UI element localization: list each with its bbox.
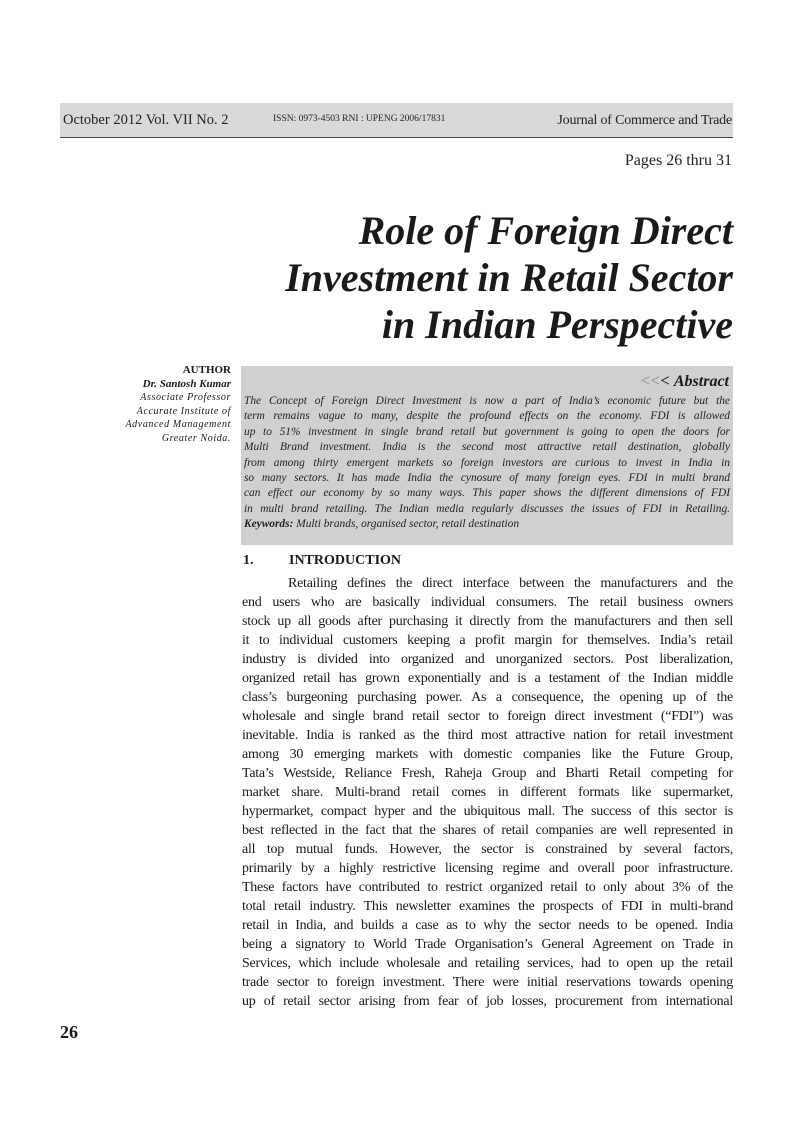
author-name: Dr. Santosh Kumar (142, 377, 231, 390)
body-line: These factors have contributed to restrict organized retail to only about 3% of the (242, 880, 733, 895)
abstract-line: can effect our economy by so many ways. This paper shows the different dimensions of FDI (244, 487, 730, 500)
body-line: all top mutual funds. However, the sector is constrained by several factors, (242, 842, 733, 857)
body-line: class’s burgeoning purchasing power. As a consequence, the opening up of the (242, 690, 733, 705)
section-number: 1. (243, 553, 254, 568)
author-affiliation-line: Associate Professor (140, 392, 231, 403)
author-block (96, 364, 231, 445)
body-line: organized retail has grown exponentially and is a testament of the Indian middle (242, 671, 733, 686)
author-affiliation-line: Advanced Management (125, 419, 231, 430)
keywords-label: Keywords: (244, 518, 294, 531)
issue-info: October 2012 Vol. VII No. 2 (63, 112, 229, 128)
abstract-line: up to 51% investment in single brand retail but government is going to open the doors for (244, 425, 730, 438)
body-line: end users who are basically individual consumers. The retail business owners (242, 595, 733, 610)
title-line: Investment in Retail Sector (285, 255, 733, 300)
page-range: Pages 26 thru 31 (624, 152, 732, 169)
abstract-heading (641, 371, 729, 391)
issn-info: ISSN: 0973-4503 RNI : UPENG 2006/17831 (273, 114, 446, 124)
author-affiliation-line: Accurate Institute of (136, 405, 231, 417)
abstract-line: in multi brand retailing. The Indian media regularly discusses the issues of FDI in Retailing. (244, 502, 730, 515)
page-number: 26 (60, 1022, 78, 1042)
body-line: Tata’s Westside, Reliance Fresh, Raheja Group and Bharti Retail competing for (242, 766, 733, 781)
abstract-text (244, 394, 730, 533)
section-heading (243, 553, 401, 569)
body-line: Services, which include wholesale and retailing services, had to open up the retail (242, 956, 733, 971)
abstract-line: term remains vague to many, despite the profound effects on the economy. FDI is allowed (244, 410, 730, 423)
abstract-line: so many sectors. It has made India the cynosure of many foreign eyes. FDI in multi brand (244, 472, 730, 485)
section-title: INTRODUCTION (289, 553, 402, 568)
abstract-line: from among thirty emergent markets so foreign investors are curious to invest in India in (244, 456, 730, 469)
body-line: wholesale and single brand retail sector to foreign direct investment (“FDI”) was (242, 709, 733, 724)
abstract-box (241, 366, 733, 545)
body-line: industry is divided into organized and unorganized sectors. Post liberalization, (242, 652, 733, 667)
keywords-line (244, 517, 730, 532)
abstract-line: The Concept of Foreign Direct Investment is now a part of India’s economic future but the (244, 395, 730, 407)
title-line: Role of Foreign Direct (358, 208, 733, 253)
body-line: among 30 emerging markets with domestic companies like the Future Group, (242, 747, 733, 762)
body-line: Retailing defines the direct interface between the manufacturers and the (288, 576, 733, 591)
author-label: AUTHOR (182, 364, 231, 376)
journal-name: Journal of Commerce and Trade (557, 113, 732, 128)
abstract-title: Abstract (673, 373, 729, 390)
body-line: up of retail sector arising from fear of job losses, procurement from international (242, 994, 733, 1009)
abstract-line: Multi Brand investment. India is the second most attractive retail destination, globally (244, 441, 730, 454)
body-line: market share. Multi-brand retail comes in different formats like supermarket, (242, 785, 733, 800)
body-line: trade sector to foreign investment. There were initial reservations towards opening (242, 975, 733, 990)
body-line: best reflected in the fact that the shares of retail companies are well represented in (242, 823, 733, 838)
body-line: total retail industry. This newsletter examines the prospects of FDI in multi-brand (242, 899, 733, 914)
author-affiliation-line: Greater Noida. (161, 432, 231, 444)
body-line: stock up all goods after purchasing it directly from the manufacturers and then sell (242, 614, 733, 629)
title-line: in Indian Perspective (381, 302, 733, 347)
body-text (242, 574, 733, 1011)
journal-header (60, 103, 733, 138)
article-title (173, 207, 733, 348)
body-line: retail in India, and builds a case as to why the sector needs to be opened. India (242, 918, 733, 933)
double-chevron-left-icon: <<< (640, 371, 670, 390)
keywords-text: Multi brands, organised sector, retail destination (293, 518, 520, 531)
body-line: primarily by a highly restrictive licensing regime and overall poor infrastructure. (242, 861, 733, 876)
body-line: hypermarket, compact hyper and the ubiquitous mall. The success of this sector is (242, 804, 733, 819)
body-line: it to individual customers keeping a profit margin for themselves. India’s retail (242, 633, 733, 648)
body-line: being a signatory to World Trade Organisation’s General Agreement on Trade in (242, 937, 733, 952)
body-line: inevitable. India is ranked as the third most attractive nation for retail investment (242, 728, 733, 743)
